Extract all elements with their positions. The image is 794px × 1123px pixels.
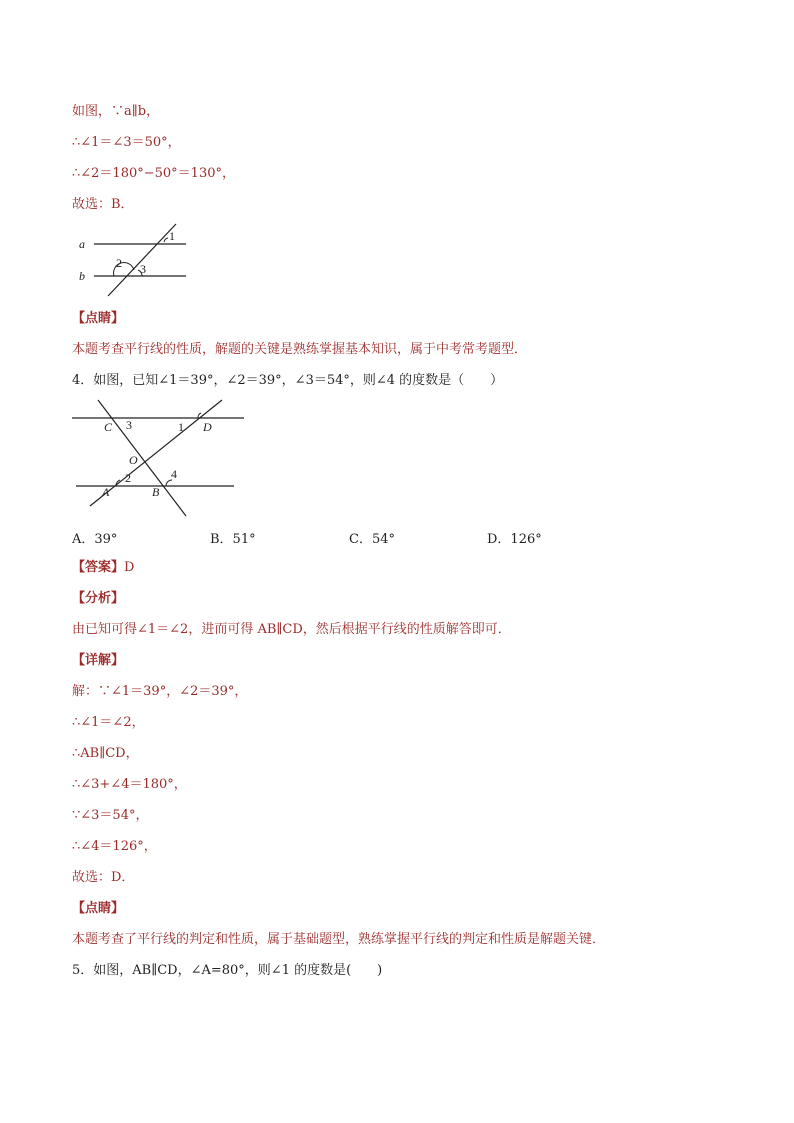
label-O: O: [129, 453, 138, 467]
detail-line-3: ∴AB∥CD，: [72, 746, 139, 761]
label-3: 3: [126, 418, 132, 432]
q5-stem: 5．如图，AB∥CD，∠A=80°，则∠1 的度数是( ): [72, 963, 383, 978]
label-1: 1: [169, 229, 175, 243]
analysis-text: 由已知可得∠1＝∠2，进而可得 AB∥CD，然后根据平行线的性质解答即可．: [72, 622, 511, 637]
detail-line-1: 解：∵∠1＝39°，∠2＝39°，: [72, 684, 248, 699]
option-d: D．126°: [487, 532, 542, 547]
option-c: C．54°: [349, 532, 395, 547]
label-1: 1: [178, 420, 184, 434]
label-2: 2: [116, 256, 122, 270]
q3-solution-line-1: 如图，∵a∥b，: [72, 104, 160, 119]
q4-point-tag: 【点睛】: [72, 901, 125, 916]
label-3: 3: [140, 262, 146, 276]
q3-parallel-lines-figure: [76, 218, 196, 298]
q3-point-text: 本题考查平行线的性质，解题的关键是熟练掌握基本知识，属于中考常考题型．: [72, 342, 528, 357]
detail-line-6: ∴∠4＝126°，: [72, 839, 157, 854]
label-B: B: [152, 485, 160, 499]
transversal-cb: [98, 400, 186, 516]
q3-solution-line-2: ∴∠1＝∠3＝50°，: [72, 135, 181, 150]
detail-line-7: 故选：D．: [72, 870, 135, 885]
answer-tag: 【答案】: [72, 560, 125, 575]
detail-line-5: ∵∠3＝54°，: [72, 808, 149, 823]
label-a: a: [79, 237, 85, 251]
q4-point-text: 本题考查了平行线的判定和性质，属于基础题型，熟练掌握平行线的判定和性质是解题关键．: [72, 932, 606, 947]
detail-line-4: ∴∠3+∠4＝180°，: [72, 777, 187, 792]
q3-solution-line-3: ∴∠2＝180°−50°＝130°，: [72, 166, 235, 181]
option-a: A．39°: [72, 532, 118, 547]
analysis-tag: 【分析】: [72, 591, 125, 606]
q3-solution-line-4: 故选：B．: [72, 197, 134, 212]
option-b: B．51°: [210, 532, 256, 547]
q3-point-tag: 【点睛】: [72, 311, 125, 326]
answer-value: D: [124, 560, 135, 575]
label-b: b: [79, 269, 85, 283]
detail-tag: 【详解】: [72, 653, 125, 668]
label-C: C: [104, 420, 113, 434]
q4-figure: [68, 396, 248, 518]
label-A: A: [102, 485, 110, 499]
detail-line-2: ∴∠1＝∠2，: [72, 715, 145, 730]
label-D: D: [203, 420, 212, 434]
q4-stem: 4．如图，已知∠1＝39°，∠2＝39°，∠3＝54°，则∠4 的度数是（ ）: [72, 373, 504, 388]
label-4: 4: [171, 467, 177, 481]
angle-1-arc: [164, 238, 168, 242]
label-2: 2: [125, 471, 131, 485]
